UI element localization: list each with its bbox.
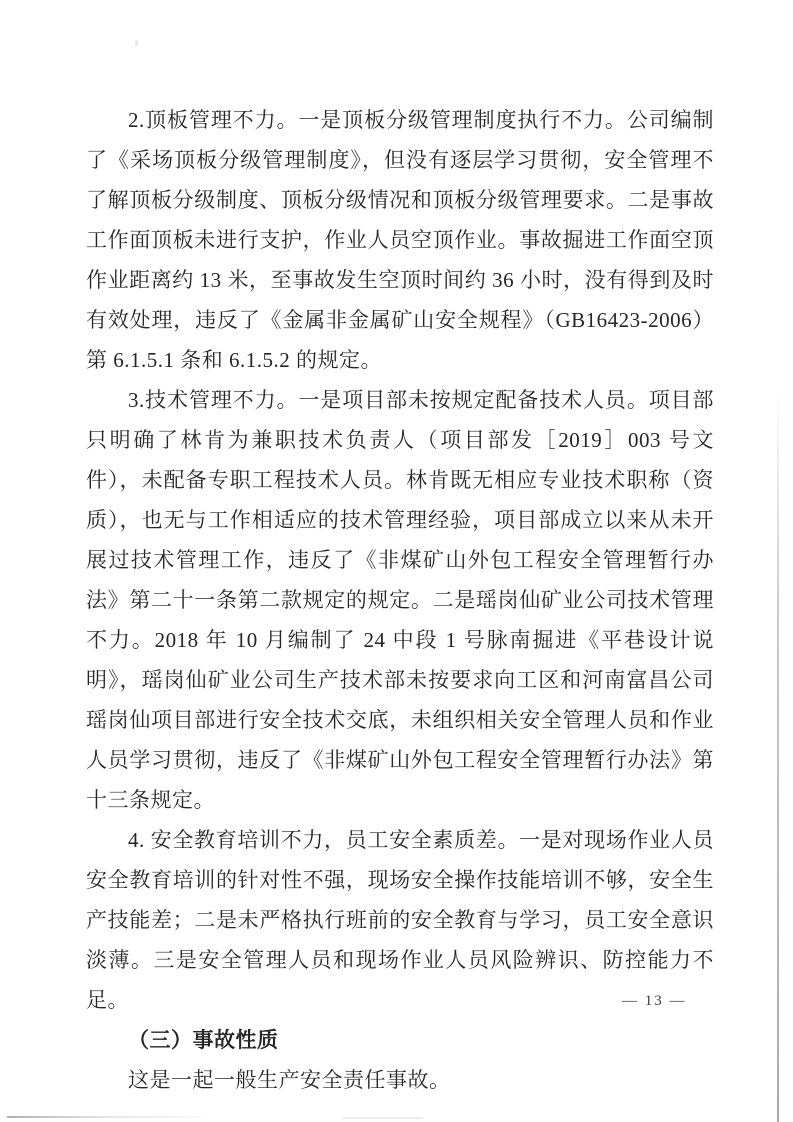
- scan-artifact-bottom-line-center: [343, 1117, 423, 1119]
- paragraph-safety-training: 4. 安全教育培训不力，员工安全素质差。一是对现场作业人员安全教育培训的针对性不强，现场安全操作技能培训不够，安全生产技能差；二是未严格执行班前的安全教育与学习，员工安全意识淡薄。三是安全管理人员和现场作业人员风险辨识、防控能力不足。: [86, 828, 714, 1012]
- scan-artifact-speckle: [135, 40, 138, 46]
- paragraph-accident-nature-statement: 这是一起一般生产安全责任事故。: [128, 1068, 451, 1092]
- paragraph-roof-management: 2.顶板管理不力。一是顶板分级管理制度执行不力。公司编制了《采场顶板分级管理制度》，但没有逐层学习贯彻，安全管理不了解顶板分级制度、顶板分级情况和顶板分级管理要求。二是事故工作面顶板未进行支护，作业人员空顶作业。事故掘进工作面空顶作业距离约 13 米，至事故发生空顶时间约 36 小时，没有得到及时有效处理，违反了《金属非金属矿山安全规程》（GB16423-2006）第 6.1.5.1 条和 6.1.5.2 的规定。: [86, 108, 714, 372]
- scan-artifact-bottom-line-left: [7, 1116, 203, 1118]
- scan-artifact-right-edge-line: [777, 388, 779, 1122]
- paragraph-technical-management: 3.技术管理不力。一是项目部未按规定配备技术人员。项目部只明确了林肯为兼职技术负责人（项目部发［2019］003 号文件），未配备专职工程技术人员。林肯既无相应专业技术职称（资质），也无与工作相适应的技术管理经验，项目部成立以来从未开展过技术管理工作，违反了《非煤矿山外包工程安全管理暂行办法》第二十一条第二款规定的规定。二是瑶岗仙矿业公司技术管理不力。2018 年 10 月编制了 24 中段 1 号脉南掘进《平巷设计说明》，瑶岗仙矿业公司生产技术部未按要求向工区和河南富昌公司瑶岗仙项目部进行安全技术交底，未组织相关安全管理人员和作业人员学习贯彻，违反了《非煤矿山外包工程安全管理暂行办法》第十三条规定。: [86, 388, 714, 812]
- text-column: [86, 100, 714, 1100]
- section-heading-accident-nature: （三）事故性质: [128, 1028, 279, 1052]
- page-number: — 13 —: [622, 993, 687, 1009]
